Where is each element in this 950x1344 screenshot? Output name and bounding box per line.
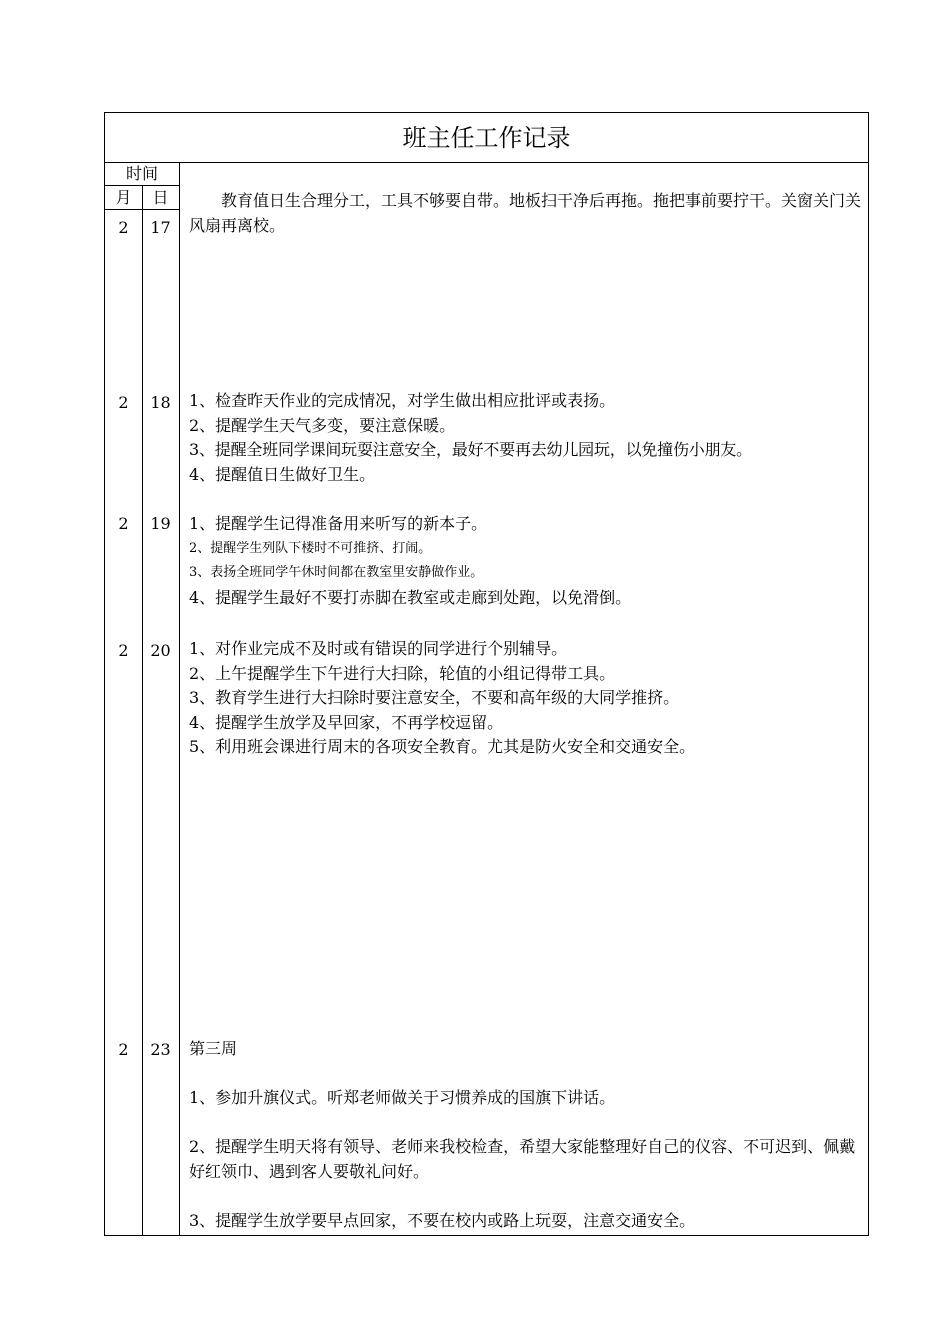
time-header: 时间 (125, 164, 158, 183)
list-item: 3、提醒全班同学课间玩耍注意安全，最好不要再去幼儿园玩，以免撞伤小朋友。 (189, 440, 752, 459)
entry-day: 23 (150, 1040, 171, 1059)
entry-month: 2 (118, 1040, 129, 1059)
entry-list (189, 1086, 867, 1111)
entry-month: 2 (118, 393, 129, 412)
date-content-divider (179, 162, 180, 1235)
list-item: 2、提醒学生列队下楼时不可推挤、打闹。 (189, 540, 432, 556)
title-divider (105, 162, 868, 163)
entry-day: 19 (150, 514, 171, 533)
entry-month: 2 (118, 218, 129, 237)
entry-day: 18 (150, 393, 171, 412)
work-record-table (104, 112, 869, 1236)
list-item: 1、检查昨天作业的完成情况，对学生做出相应批评或表扬。 (189, 391, 616, 410)
list-item: 3、表扬全班同学午休时间都在教室里安静做作业。 (189, 565, 484, 580)
list-item: 1、对作业完成不及时或有错误的同学进行个别辅导。 (189, 639, 568, 658)
entry-intro-text: 教育值日生合理分工，工具不够要自带。地板扫干净后再拖。拖把事前要拧干。关窗关门关风扇再离校。 (189, 191, 862, 235)
week-label: 第三周 (189, 1039, 238, 1058)
month-day-divider (142, 185, 143, 1235)
entry-list (189, 389, 867, 487)
list-item: 3、提醒学生放学要早点回家，不要在校内或路上玩耍，注意交通安全。 (189, 1211, 696, 1230)
day-header: 日 (152, 188, 169, 207)
list-item: 4、提醒学生最好不要打赤脚在教室或走廊到处跑，以免滑倒。 (189, 587, 632, 607)
entry-list (189, 512, 867, 610)
entry-day: 20 (150, 641, 171, 660)
list-item: 1、提醒学生记得准备用来听写的新本子。 (189, 514, 488, 533)
entry-day: 17 (150, 218, 171, 237)
time-header-divider (105, 185, 179, 186)
entry-month: 2 (118, 514, 129, 533)
month-header: 月 (115, 188, 132, 207)
list-item: 2、提醒学生天气多变，要注意保暖。 (189, 415, 456, 435)
list-item: 2、上午提醒学生下午进行大扫除，轮值的小组记得带工具。 (189, 663, 616, 683)
list-item: 1、参加升旗仪式。听郑老师做关于习惯养成的国旗下讲话。 (189, 1088, 616, 1107)
list-item: 2、提醒学生明天将有领导、老师来我校检查，希望大家能整理好自己的仪容、不可迟到、佩戴好红领巾、遇到客人要敬礼问好。 (189, 1137, 856, 1181)
entry-week-label (189, 1037, 867, 1062)
page-title: 班主任工作记录 (402, 124, 571, 152)
list-item: 3、教育学生进行大扫除时要注意安全，不要和高年级的大同学推挤。 (189, 688, 680, 707)
entry-list (189, 637, 867, 760)
entry-month: 2 (118, 641, 129, 660)
list-item: 5、利用班会课进行周末的各项安全教育。尤其是防火安全和交通安全。 (189, 737, 696, 756)
entry-list (189, 1209, 867, 1234)
list-item: 4、提醒值日生做好卫生。 (189, 464, 376, 484)
monthday-header-divider (105, 209, 179, 210)
list-item: 4、提醒学生放学及早回家，不再学校逗留。 (189, 712, 504, 732)
